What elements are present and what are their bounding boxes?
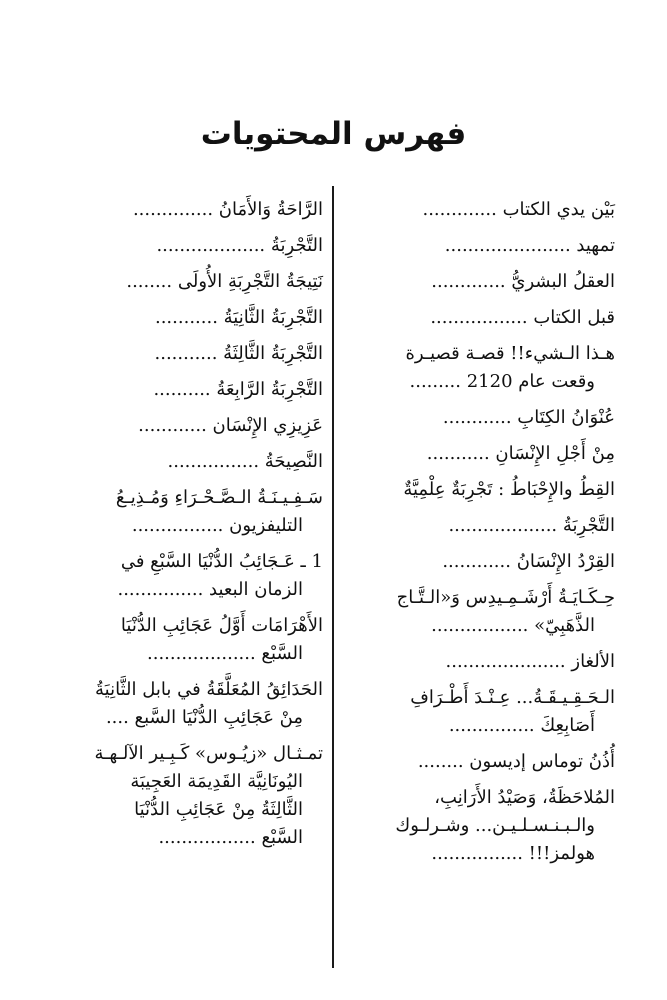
toc-entry-line: أَصَابِعِكَ ...............	[448, 715, 595, 736]
page-title: فهرس المحتويات	[200, 116, 467, 152]
toc-entry	[61, 548, 323, 604]
toc-entry-line: الـحَـقِـيـقَـةُ... عِـنْـدَ أَطْـرَافِ	[410, 687, 615, 708]
toc-entry	[61, 448, 323, 476]
toc-entry	[61, 740, 323, 852]
toc-entry-line: السَّبْع .................	[158, 827, 303, 848]
toc-left-column	[61, 196, 323, 860]
toc-entry-line: وقعت عام 2120 .........	[409, 371, 595, 392]
toc-entry	[345, 684, 615, 740]
toc-entry-line: التَّجْرِبَةُ الثَّالِثَةُ ...........	[154, 343, 323, 364]
toc-entry-line: قبل الكتاب .................	[430, 307, 615, 328]
toc-entry	[345, 648, 615, 676]
toc-entry	[61, 268, 323, 296]
toc-entry-line: التليفزيون ................	[131, 515, 303, 536]
toc-entry-line: القِرْدُ الإِنْسَانُ ............	[442, 551, 615, 572]
toc-entry-line: بَيْن يدي الكتاب .............	[422, 199, 615, 220]
toc-entry-line: 1 ـ عَـجَائِبُ الدُّنْيَا السَّبْعِ في	[120, 551, 323, 572]
toc-entry	[61, 196, 323, 224]
toc-entry-line: عُنْوَانُ الكِتَابِ ............	[442, 407, 615, 428]
toc-entry-line: والـبـنـسـلـيـن... وشـرلـوك	[395, 815, 595, 836]
toc-entry-line: حِـكَـايَـةُ أَرْشَـمِـيدِس وَ«الـتَّـاج	[396, 587, 615, 608]
toc-entry	[345, 784, 615, 868]
toc-entry-line: التَّجْرِبَةُ الرَّابِعَةُ ..........	[153, 379, 323, 400]
toc-entry-line: التَّجْرِبَةُ الثَّانِيَةُ ...........	[154, 307, 323, 328]
toc-entry	[345, 512, 615, 540]
toc-entry	[345, 440, 615, 468]
column-divider	[332, 186, 334, 968]
toc-entry	[61, 376, 323, 404]
toc-entry	[61, 340, 323, 368]
toc-entry	[345, 304, 615, 332]
toc-entry-line: المُلاحَظَةُ، وَصَيْدُ الأَرَانِبِ،	[434, 787, 615, 808]
toc-entry	[61, 612, 323, 668]
toc-entry-line: العقلُ البشريُّ .............	[431, 271, 615, 292]
toc-entry-line: تمهيد ......................	[444, 235, 615, 256]
toc-entry	[61, 676, 323, 732]
toc-entry	[345, 548, 615, 576]
toc-entry	[61, 232, 323, 260]
toc-right-column	[345, 196, 615, 876]
toc-entry	[345, 476, 615, 504]
toc-entry	[345, 404, 615, 432]
toc-entry	[345, 232, 615, 260]
toc-entry	[61, 304, 323, 332]
toc-entry-line: الأَهْرَامَات أَوَّلُ عَجَائِبِ الدُّنْيَا	[120, 615, 323, 636]
toc-entry	[345, 196, 615, 224]
toc-entry	[61, 412, 323, 440]
toc-entry-line: الحَدَائِقُ المُعَلَّقَةُ في بابل الثَّانِيَةُ	[95, 679, 323, 700]
toc-entry-line: عَزِيزِي الإِنْسَان ............	[138, 415, 323, 436]
toc-entry-line: السَّبْع ...................	[147, 643, 303, 664]
toc-entry-line: هولمز!!! ................	[431, 843, 595, 864]
toc-entry-line: الألغاز .....................	[445, 651, 615, 672]
toc-entry-line: سَـفِـيـنَـةُ الـصَّـحْـرَاءِ وَمُـذِيـعُ	[115, 487, 323, 508]
toc-entry-line: مِنْ عَجَائِبِ الدُّنْيَا السَّبع ....	[105, 707, 303, 728]
toc-entry-line: تمـثـال «زيُـوس» كَـبِـير الآلـهـة	[94, 743, 323, 764]
toc-entry-line: النَّصِيحَةُ ................	[167, 451, 323, 472]
toc-entry-line: مِنْ أَجْلِ الإِنْسَانِ ...........	[426, 443, 615, 464]
toc-entry-line: اليُونَانِيَّة القَدِيمَة العَجِيبَة	[130, 771, 303, 792]
toc-entry-line: القِطُ والإِحْبَاطُ : تَجْرِبَةٌ عِلْمِيَّةٌ	[403, 479, 615, 500]
toc-entry	[345, 584, 615, 640]
toc-entry	[345, 340, 615, 396]
toc-entry	[61, 484, 323, 540]
toc-entry	[345, 748, 615, 776]
toc-entry-line: هـذا الـشيء!! قصـة قصيـرة	[405, 343, 615, 364]
toc-entry-line: التَّجْرِبَةُ ...................	[156, 235, 323, 256]
toc-entry-line: الثَّالِثَةُ مِنْ عَجَائِبِ الدُّنْيَا	[134, 799, 303, 820]
toc-entry-line: الذَّهَبِيّ» .................	[431, 615, 595, 636]
toc-entry-line: أُذُنُ توماس إديسون ........	[417, 751, 615, 772]
toc-entry	[345, 268, 615, 296]
toc-entry-line: نَتِيجَةُ التَّجْرِبَةِ الأُولَى ........	[126, 271, 323, 292]
toc-entry-line: الزمان البعيد ...............	[117, 579, 303, 600]
toc-entry-line: التَّجْرِبَةُ ...................	[448, 515, 615, 536]
toc-entry-line: الرَّاحَةُ وَالأَمَانُ ..............	[132, 199, 323, 220]
